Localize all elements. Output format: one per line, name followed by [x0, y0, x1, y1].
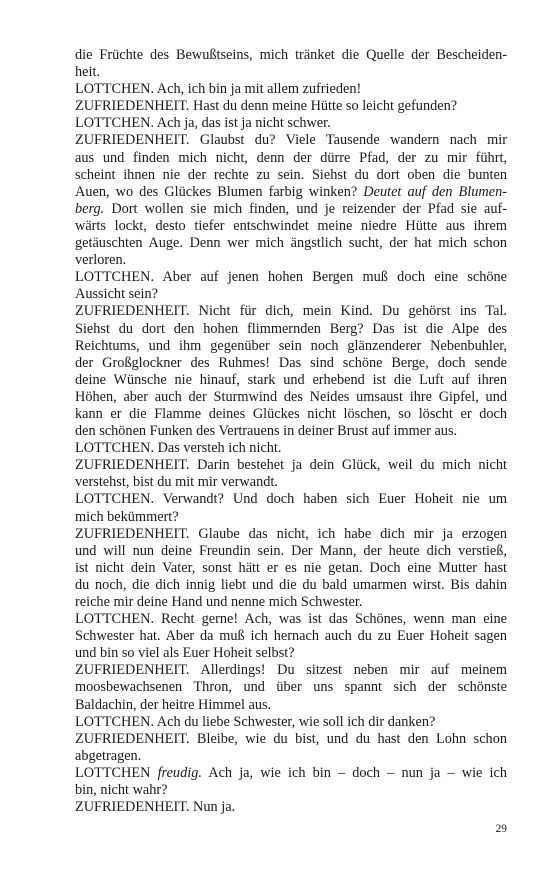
text-line: LOTTCHEN. Recht gerne! Ach, was ist das Schönes, wenn man eine [75, 611, 507, 628]
text-line: Aussicht sein? [75, 286, 158, 303]
text-line: aus und finden mich nicht, denn der dürre Pfad, der zu mir führt, [75, 149, 507, 166]
text-line: mich bekümmert? [75, 508, 179, 525]
text-line: und bin so viel als Euer Hoheit selbst? [75, 645, 295, 662]
text-line [75, 765, 507, 782]
text-line: wärts lockt, desto tiefer entschwindet meine niedre Hütte aus ihrem [75, 217, 507, 234]
text-line: moosbewachsenen Thron, und über uns spannt sich der schönste [75, 679, 507, 696]
text-segment: Auen, wo des Glückes Blumen farbig winken? [75, 183, 364, 200]
text-line: deine Wünsche nie hinauf, stark und erhebend ist die Luft auf ihren [75, 371, 507, 388]
text-line: ZUFRIEDENHEIT. Nicht für dich, mein Kind. Du gehörst ins Tal. [75, 303, 507, 320]
text-line: kann er die Flamme deines Glückes nicht löschen, so löscht er doch [75, 405, 507, 422]
text-line: der Großglockner des Ruhmes! Das sind schöne Berge, doch sende [75, 354, 507, 371]
text-line: LOTTCHEN. Verwandt? Und doch haben sich Euer Hoheit nie um [75, 491, 507, 508]
text-line: ZUFRIEDENHEIT. Nun ja. [75, 799, 236, 816]
text-line: LOTTCHEN. Ach, ich bin ja mit allem zufrieden! [75, 81, 362, 98]
text-line: du noch, die dich innig liebt und die du bald umarmen wirst. Bis dahin [75, 576, 507, 593]
text-line: LOTTCHEN. Ach ja, das ist ja nicht schwer. [75, 115, 331, 132]
text-line: verloren. [75, 252, 127, 269]
stage-direction: Deutet auf den Blumen- [363, 183, 507, 200]
text-line: Baldachin, der heitre Himmel aus. [75, 696, 272, 713]
text-line: getäuschten Auge. Denn wer mich ängstlich sucht, der hat mich schon [75, 235, 507, 252]
text-line: ZUFRIEDENHEIT. Darin bestehet ja dein Glück, weil du mich nicht [75, 457, 507, 474]
text-line: den schönen Funken des Vertrauens in deiner Brust auf immer aus. [75, 423, 458, 440]
text-segment: Ach ja, wie ich bin – doch – nun ja – wie ich [201, 764, 507, 781]
text-line: scheint ihnen nie der rechte zu sein. Siehst du dort oben die bunten [75, 166, 507, 183]
text-line [75, 201, 507, 218]
text-line: ZUFRIEDENHEIT. Allerdings! Du sitzest neben mir auf meinem [75, 662, 507, 679]
text-line: Siehst du dort den hohen flimmernden Berg? Das ist die Alpe des [75, 320, 507, 337]
text-line: Reichtums, und ihm gegenüber sein noch glänzenderer Nebenbuhler, [75, 337, 507, 354]
page-number: 29 [495, 823, 507, 835]
page-body [75, 47, 507, 816]
text-line: heit. [75, 64, 101, 81]
text-segment: LOTTCHEN [75, 764, 158, 781]
text-line: ZUFRIEDENHEIT. Bleibe, wie du bist, und du hast den Lohn schon [75, 730, 507, 747]
text-line: und will nun deine Freundin sein. Der Mann, der heute dich verstieß, [75, 542, 507, 559]
text-line: die Früchte des Bewußtseins, mich tränket die Quelle der Bescheiden- [75, 47, 507, 63]
text-line: Höhen, aber auch der Sturmwind des Neides umsaust ihre Gipfel, und [75, 388, 507, 405]
text-line: LOTTCHEN. Das versteh ich nicht. [75, 440, 282, 457]
text-line: Schwester hat. Aber da muß ich hernach auch du zu Euer Hoheit sagen [75, 628, 507, 645]
text-line: verstehst, bist du mit mir verwandt. [75, 474, 278, 491]
stage-direction: berg. [75, 200, 105, 217]
text-line: abgetragen. [75, 747, 142, 764]
text-segment: Dort wollen sie mich finden, und je reizender der Pfad sie auf- [104, 200, 507, 217]
text-line [75, 184, 507, 201]
text-line: LOTTCHEN. Ach du liebe Schwester, wie soll ich dir danken? [75, 713, 436, 730]
text-line: ZUFRIEDENHEIT. Glaube das nicht, ich habe dich mir ja erzogen [75, 525, 507, 542]
text-line: ist nicht dein Vater, sonst hätt er es nie getan. Doch eine Mutter hast [75, 559, 507, 576]
text-line: ZUFRIEDENHEIT. Glaubst du? Viele Tausende wandern nach mir [75, 132, 507, 149]
text-line: bin, nicht wahr? [75, 782, 168, 799]
text-line: ZUFRIEDENHEIT. Hast du denn meine Hütte so leicht gefunden? [75, 98, 458, 115]
stage-direction: freudig. [157, 764, 202, 781]
text-line: reiche mir deine Hand und nenne mich Schwester. [75, 594, 363, 610]
text-line: LOTTCHEN. Aber auf jenen hohen Bergen muß doch eine schöne [75, 269, 507, 286]
